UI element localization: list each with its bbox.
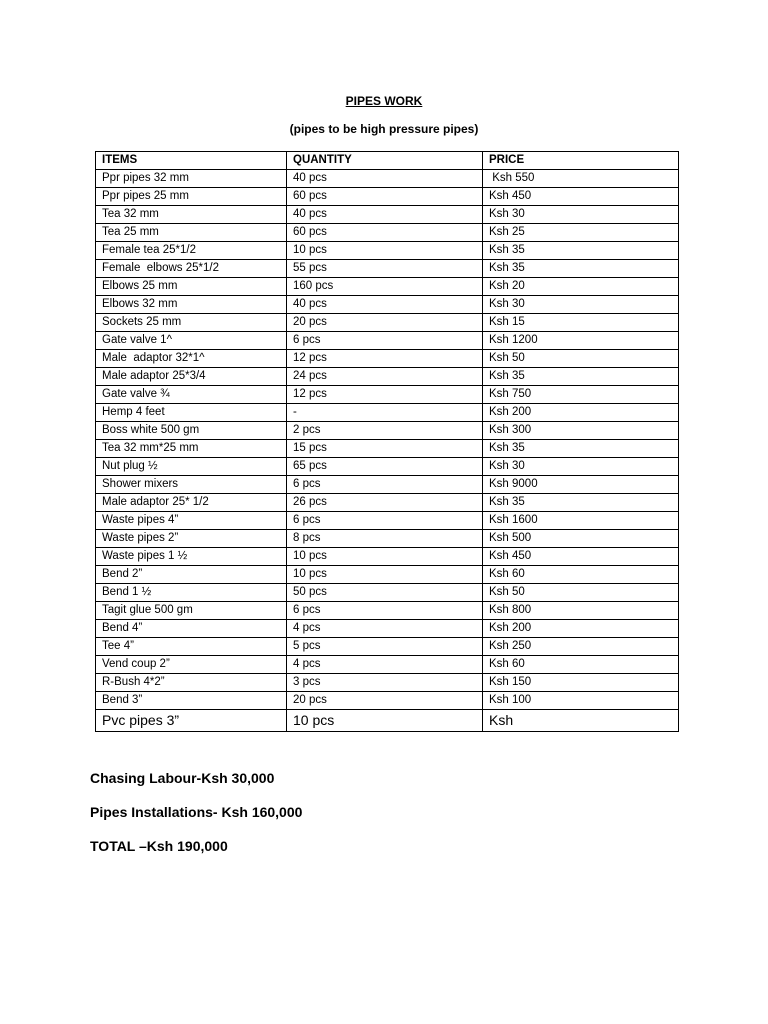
price-cell: Ksh 450 — [483, 188, 679, 206]
table-row — [96, 242, 679, 260]
price-cell: Ksh 450 — [483, 548, 679, 566]
item-cell: Ppr pipes 25 mm — [96, 188, 287, 206]
table-row — [96, 476, 679, 494]
price-cell: Ksh 20 — [483, 278, 679, 296]
table-row — [96, 188, 679, 206]
item-cell: Male adaptor 25*3/4 — [96, 368, 287, 386]
header-price: PRICE — [483, 152, 679, 170]
table-row — [96, 566, 679, 584]
table-row — [96, 638, 679, 656]
price-cell: Ksh 30 — [483, 296, 679, 314]
table-row — [96, 620, 679, 638]
page-title: PIPES WORK — [345, 94, 423, 108]
table-row — [96, 224, 679, 242]
table-row — [96, 296, 679, 314]
table-row — [96, 602, 679, 620]
table-row — [96, 512, 679, 530]
table-row — [96, 548, 679, 566]
price-cell: Ksh 200 — [483, 620, 679, 638]
quantity-cell: 10 pcs — [287, 548, 483, 566]
item-cell: Ppr pipes 32 mm — [96, 170, 287, 188]
price-cell: Ksh 150 — [483, 674, 679, 692]
item-cell: Waste pipes 1 ½ — [96, 548, 287, 566]
table-row — [96, 458, 679, 476]
table-row — [96, 656, 679, 674]
quantity-cell: 6 pcs — [287, 602, 483, 620]
item-cell: Gate valve ¾ — [96, 386, 287, 404]
page-subtitle: (pipes to be high pressure pipes) — [289, 122, 479, 136]
price-cell: Ksh 35 — [483, 494, 679, 512]
pipes-installations-line: Pipes Installations- Ksh 160,000 — [90, 804, 303, 820]
item-cell: Male adaptor 25* 1/2 — [96, 494, 287, 512]
item-cell: Tagit glue 500 gm — [96, 602, 287, 620]
table-row — [96, 530, 679, 548]
quantity-cell: 6 pcs — [287, 512, 483, 530]
table-row — [96, 404, 679, 422]
header-quantity: QUANTITY — [287, 152, 483, 170]
quantity-cell: 15 pcs — [287, 440, 483, 458]
table-row — [96, 260, 679, 278]
price-cell: Ksh 60 — [483, 566, 679, 584]
total-line: TOTAL –Ksh 190,000 — [90, 838, 228, 854]
table-row — [96, 350, 679, 368]
pipes-table — [95, 151, 679, 732]
quantity-cell: 12 pcs — [287, 350, 483, 368]
table-row — [96, 332, 679, 350]
item-cell: Elbows 25 mm — [96, 278, 287, 296]
quantity-cell: 20 pcs — [287, 314, 483, 332]
price-cell: Ksh 50 — [483, 584, 679, 602]
table-row — [96, 674, 679, 692]
table-row — [96, 692, 679, 710]
price-cell: Ksh 550 — [483, 170, 679, 188]
quantity-cell: 6 pcs — [287, 332, 483, 350]
quantity-cell: 6 pcs — [287, 476, 483, 494]
item-cell: Gate valve 1^ — [96, 332, 287, 350]
quantity-cell: 26 pcs — [287, 494, 483, 512]
item-cell: Hemp 4 feet — [96, 404, 287, 422]
price-cell: Ksh 30 — [483, 206, 679, 224]
quantity-cell: 4 pcs — [287, 656, 483, 674]
price-cell: Ksh 1600 — [483, 512, 679, 530]
item-cell: Tee 4” — [96, 638, 287, 656]
quantity-cell: 40 pcs — [287, 296, 483, 314]
price-cell: Ksh 300 — [483, 422, 679, 440]
quantity-cell: 12 pcs — [287, 386, 483, 404]
item-cell: Waste pipes 2” — [96, 530, 287, 548]
item-cell: Bend 2” — [96, 566, 287, 584]
price-cell: Ksh 100 — [483, 692, 679, 710]
item-cell: Boss white 500 gm — [96, 422, 287, 440]
header-items: ITEMS — [96, 152, 287, 170]
item-cell: Vend coup 2” — [96, 656, 287, 674]
quantity-cell: - — [287, 404, 483, 422]
item-cell: Nut plug ½ — [96, 458, 287, 476]
quantity-cell: 50 pcs — [287, 584, 483, 602]
price-cell: Ksh 35 — [483, 368, 679, 386]
price-cell: Ksh 750 — [483, 386, 679, 404]
quantity-cell: 40 pcs — [287, 206, 483, 224]
table-row — [96, 206, 679, 224]
quantity-cell: 10 pcs — [287, 710, 483, 732]
price-cell: Ksh 35 — [483, 242, 679, 260]
price-cell: Ksh 35 — [483, 440, 679, 458]
price-cell: Ksh 250 — [483, 638, 679, 656]
item-cell: Tea 25 mm — [96, 224, 287, 242]
quantity-cell: 40 pcs — [287, 170, 483, 188]
price-cell: Ksh 9000 — [483, 476, 679, 494]
quantity-cell: 24 pcs — [287, 368, 483, 386]
price-cell: Ksh 500 — [483, 530, 679, 548]
price-cell: Ksh 35 — [483, 260, 679, 278]
item-cell: Bend 4” — [96, 620, 287, 638]
price-cell: Ksh 15 — [483, 314, 679, 332]
table-row — [96, 386, 679, 404]
table-row — [96, 278, 679, 296]
quantity-cell: 8 pcs — [287, 530, 483, 548]
table-row — [96, 440, 679, 458]
quantity-cell: 2 pcs — [287, 422, 483, 440]
item-cell: R-Bush 4*2” — [96, 674, 287, 692]
price-cell: Ksh 200 — [483, 404, 679, 422]
price-cell: Ksh 25 — [483, 224, 679, 242]
quantity-cell: 55 pcs — [287, 260, 483, 278]
quantity-cell: 160 pcs — [287, 278, 483, 296]
table-header-row — [96, 152, 679, 170]
item-cell: Female tea 25*1/2 — [96, 242, 287, 260]
table-row — [96, 368, 679, 386]
quantity-cell: 65 pcs — [287, 458, 483, 476]
table-row — [96, 494, 679, 512]
chasing-labour-line: Chasing Labour-Ksh 30,000 — [90, 770, 275, 786]
table-row — [96, 584, 679, 602]
price-cell: Ksh 60 — [483, 656, 679, 674]
table-row — [96, 710, 679, 732]
item-cell: Shower mixers — [96, 476, 287, 494]
item-cell: Waste pipes 4” — [96, 512, 287, 530]
quantity-cell: 60 pcs — [287, 188, 483, 206]
quantity-cell: 20 pcs — [287, 692, 483, 710]
item-cell: Female elbows 25*1/2 — [96, 260, 287, 278]
price-cell: Ksh 1200 — [483, 332, 679, 350]
quantity-cell: 3 pcs — [287, 674, 483, 692]
quantity-cell: 60 pcs — [287, 224, 483, 242]
item-cell: Male adaptor 32*1^ — [96, 350, 287, 368]
quantity-cell: 4 pcs — [287, 620, 483, 638]
quantity-cell: 10 pcs — [287, 566, 483, 584]
table-row — [96, 314, 679, 332]
item-cell: Bend 3” — [96, 692, 287, 710]
quantity-cell: 5 pcs — [287, 638, 483, 656]
price-cell: Ksh — [483, 710, 679, 732]
item-cell: Pvc pipes 3” — [96, 710, 287, 732]
item-cell: Tea 32 mm — [96, 206, 287, 224]
item-cell: Elbows 32 mm — [96, 296, 287, 314]
price-cell: Ksh 50 — [483, 350, 679, 368]
item-cell: Sockets 25 mm — [96, 314, 287, 332]
quantity-cell: 10 pcs — [287, 242, 483, 260]
price-cell: Ksh 800 — [483, 602, 679, 620]
table-row — [96, 422, 679, 440]
table-row — [96, 170, 679, 188]
item-cell: Tea 32 mm*25 mm — [96, 440, 287, 458]
item-cell: Bend 1 ½ — [96, 584, 287, 602]
price-cell: Ksh 30 — [483, 458, 679, 476]
